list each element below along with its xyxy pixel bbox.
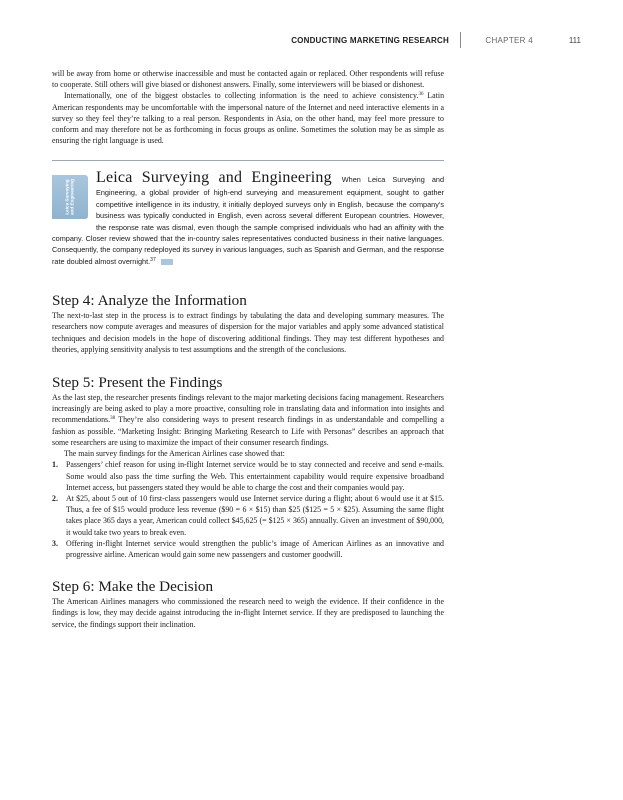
footnote-ref-37: 37 [150,256,156,263]
case-title: Leica Surveying and Engineering [96,169,332,187]
end-of-box-icon [161,259,173,265]
list-number: 1. [52,460,58,470]
page-number: 111 [568,36,581,45]
list-number: 3. [52,538,58,548]
list-number: 2. [52,493,58,503]
section-title: CONDUCTING MARKETING RESEARCH [291,36,449,45]
case-tab-label: Leica Surveying and Engineering [64,179,75,216]
step5-heading: Step 5: Present the Findings [52,374,223,392]
list-item-text: At $25, about 5 out of 10 first-class passengers would use Internet service during a flight; about 6 would use it at $15. Thus, a fee of $15 would produce less revenue ($90 = 6 × $15) than $25 ($125 = 5 × $25). Assuming the same flight takes place 365 days a year, American could collect $45,625 (= $125 × 365) annually. Given an investment of $90,000, it would take two years to break even. [66,493,444,537]
footnote-ref-36: 36 [418,92,424,98]
list-item [52,493,444,538]
intro-paragraph-2-text-cont: Latin American respondents may be uncomfortable with the impersonal nature of the Internet and need interactive elements in a survey so they feel they’re talking to a real person. Respondents in Asia, on the other hand, may feel more pressure to conform and may therefore not be as forthcoming in focus groups as online. Sometimes the solution may be as simple as ensuring the right language is used. [52,91,445,146]
step6-paragraph: The American Airlines managers who commissioned the research need to weigh the evidence. If their confidence in the findings is low, they may decide against introducing the in-flight Internet service. If they are predisposed to launching the service, the findings support their inclination. [52,597,444,629]
case-text: and Engineering, a global provider of high-end surveying and measurement equipment, sought to gather competitive intelligence in its industry, it initially deployed surveys only in English, because the company’s business was typically conducted in English, even across several different European countries. However, the response rate was dismal, even though the sample comprised individuals who had an affinity with the company. Closer review showed that the in-country sales representatives conducted business in their native languages. Consequently, the company redeployed its survey in various languages, such as Spanish and German, and the response rate doubled almost overnight. [52,175,445,266]
step4-heading: Step 4: Analyze the Information [52,292,247,310]
list-item-text: Passengers’ chief reason for using in-flight Internet service would be to stay connected and receive and send e-mails. Some would also pass the time surfing the Web. This entertainment capability would require expensive broadband Internet access, but passengers stated they would be able to charge the cost and their companies would pay. [66,460,444,492]
leica-case-box [52,160,444,267]
intro-paragraph-1: will be away from home or otherwise inaccessible and must be contacted again or replaced. Other respondents will refuse to cooperate. Still others will give biased or dishonest answers. Finally, some interviewers will be biased or dishonest. [52,69,444,90]
step4-paragraph: The next-to-last step in the process is to extract findings by tabulating the data and developing summary measures. The researchers now compute averages and measures of dispersion for the major variables and apply some advanced statistical techniques and decision models in the hope of discovering additional findings. They may test different hypotheses and theories, applying sensitivity analysis to test assumptions and the strength of the conclusions. [52,311,444,354]
intro-paragraph-2 [52,90,444,146]
case-body [52,169,444,267]
step5-paragraph-1 [52,392,444,448]
step6-heading: Step 6: Make the Decision [52,578,214,596]
step5-paragraph-1-text: As the last step, the researcher presents findings relevant to the major marketing decisions facing management. Researchers increasingly are being asked to play a more proactive, consulting role in translating data and information into insights and recommendations. [52,393,444,425]
step5-paragraph-1-text-cont: They’re also considering ways to present research findings in as understandable and compelling a fashion as possible. “Marketing Insight: Bringing Marketing Research to Life with Personas” describes an approach that some researchers are using to maximize the impact of their consumer research findings. [52,415,444,447]
running-head [52,34,581,48]
intro-paragraph-2-text: Internationally, one of the biggest obstacles to collecting information is the need to achieve consistency. [64,91,419,101]
list-item [52,538,444,560]
header-divider [460,32,461,48]
page-body [52,68,444,630]
findings-list [52,459,444,560]
case-side-tab [52,175,88,219]
case-lead: When Leica Surveying [341,175,425,185]
step5-paragraph-2: The main survey findings for the American Airlines case showed that: [64,449,285,459]
footnote-ref-38: 38 [110,416,116,422]
list-item-text: Offering in-flight Internet service would strengthen the public’s image of American Airlines as an innovative and progressive airline. American would gain some new passengers and customer goodwill. [66,538,444,559]
list-item [52,459,444,493]
chapter-label: CHAPTER 4 [485,36,533,45]
